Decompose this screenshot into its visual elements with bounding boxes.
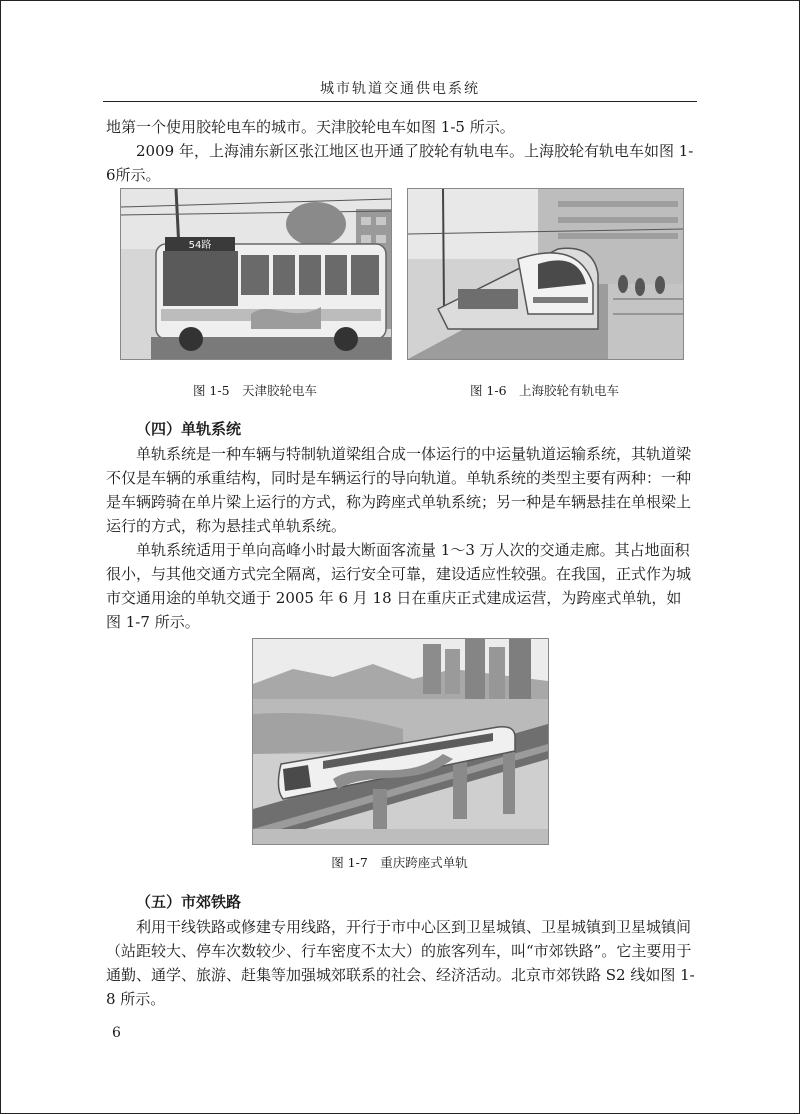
figure-1-6-caption: 图 1-6 上海胶轮有轨电车 <box>469 383 620 398</box>
paragraph-2: 2009 年，上海浦东新区张江地区也开通了胶轮有轨电车。上海胶轮有轨电车如图 1-6所示。 <box>106 142 694 184</box>
paragraph-5: 利用干线铁路或修建专用线路，开行于市中心区到卫星城镇、卫星城镇到卫星城镇间（站距较大、停车次数较少、行车密度不太大）的旅客列车，叫“市郊铁路”。它主要用于通勤、通学、旅游、赶集等加强城郊联系的社会、经济活动。北京市郊铁路 S2 线如图 1-8 所示。 <box>106 918 695 1008</box>
paragraph-4: 单轨系统适用于单向高峰小时最大断面客流量 1～3 万人次的交通走廊。其占地面积很小，与其他交通方式完全隔离，运行安全可靠，建设适应性较强。在我国，正式作为城市交通用途的单轨交通于 2005 年 6 月 18 日在重庆正式建成运营，为跨座式单轨，如图 1-7 所示。 <box>106 541 692 631</box>
tram-route-sign: 54路 <box>188 240 212 251</box>
page-number: 6 <box>112 1025 121 1041</box>
section-heading-suburban-railway: （五）市郊铁路 <box>136 893 242 911</box>
section-heading-monorail: （四）单轨系统 <box>136 420 242 438</box>
figure-1-5-caption: 图 1-5 天津胶轮电车 <box>192 383 318 398</box>
shanghai-tram-photo <box>407 188 684 360</box>
paragraph-3: 单轨系统是一种车辆与特制轨道梁组合成一体运行的中运量轨道运输系统，其轨道梁不仅是车辆的承重结构，同时是车辆运行的导向轨道。单轨系统的类型主要有两种：一种是车辆跨骑在单片梁上运行的方式，称为跨座式单轨系统；另一种是车辆悬挂在单根梁上运行的方式，称为悬挂式单轨系统。 <box>106 445 692 535</box>
header-rule <box>103 101 697 102</box>
running-head: 城市轨道交通供电系统 <box>320 81 480 97</box>
figure-1-7-caption: 图 1-7 重庆跨座式单轨 <box>331 855 468 870</box>
tianjin-tram-photo <box>120 188 392 360</box>
chongqing-monorail-photo <box>252 638 549 845</box>
paragraph-1: 地第一个使用胶轮电车的城市。天津胶轮电车如图 1-5 所示。 <box>106 118 515 136</box>
